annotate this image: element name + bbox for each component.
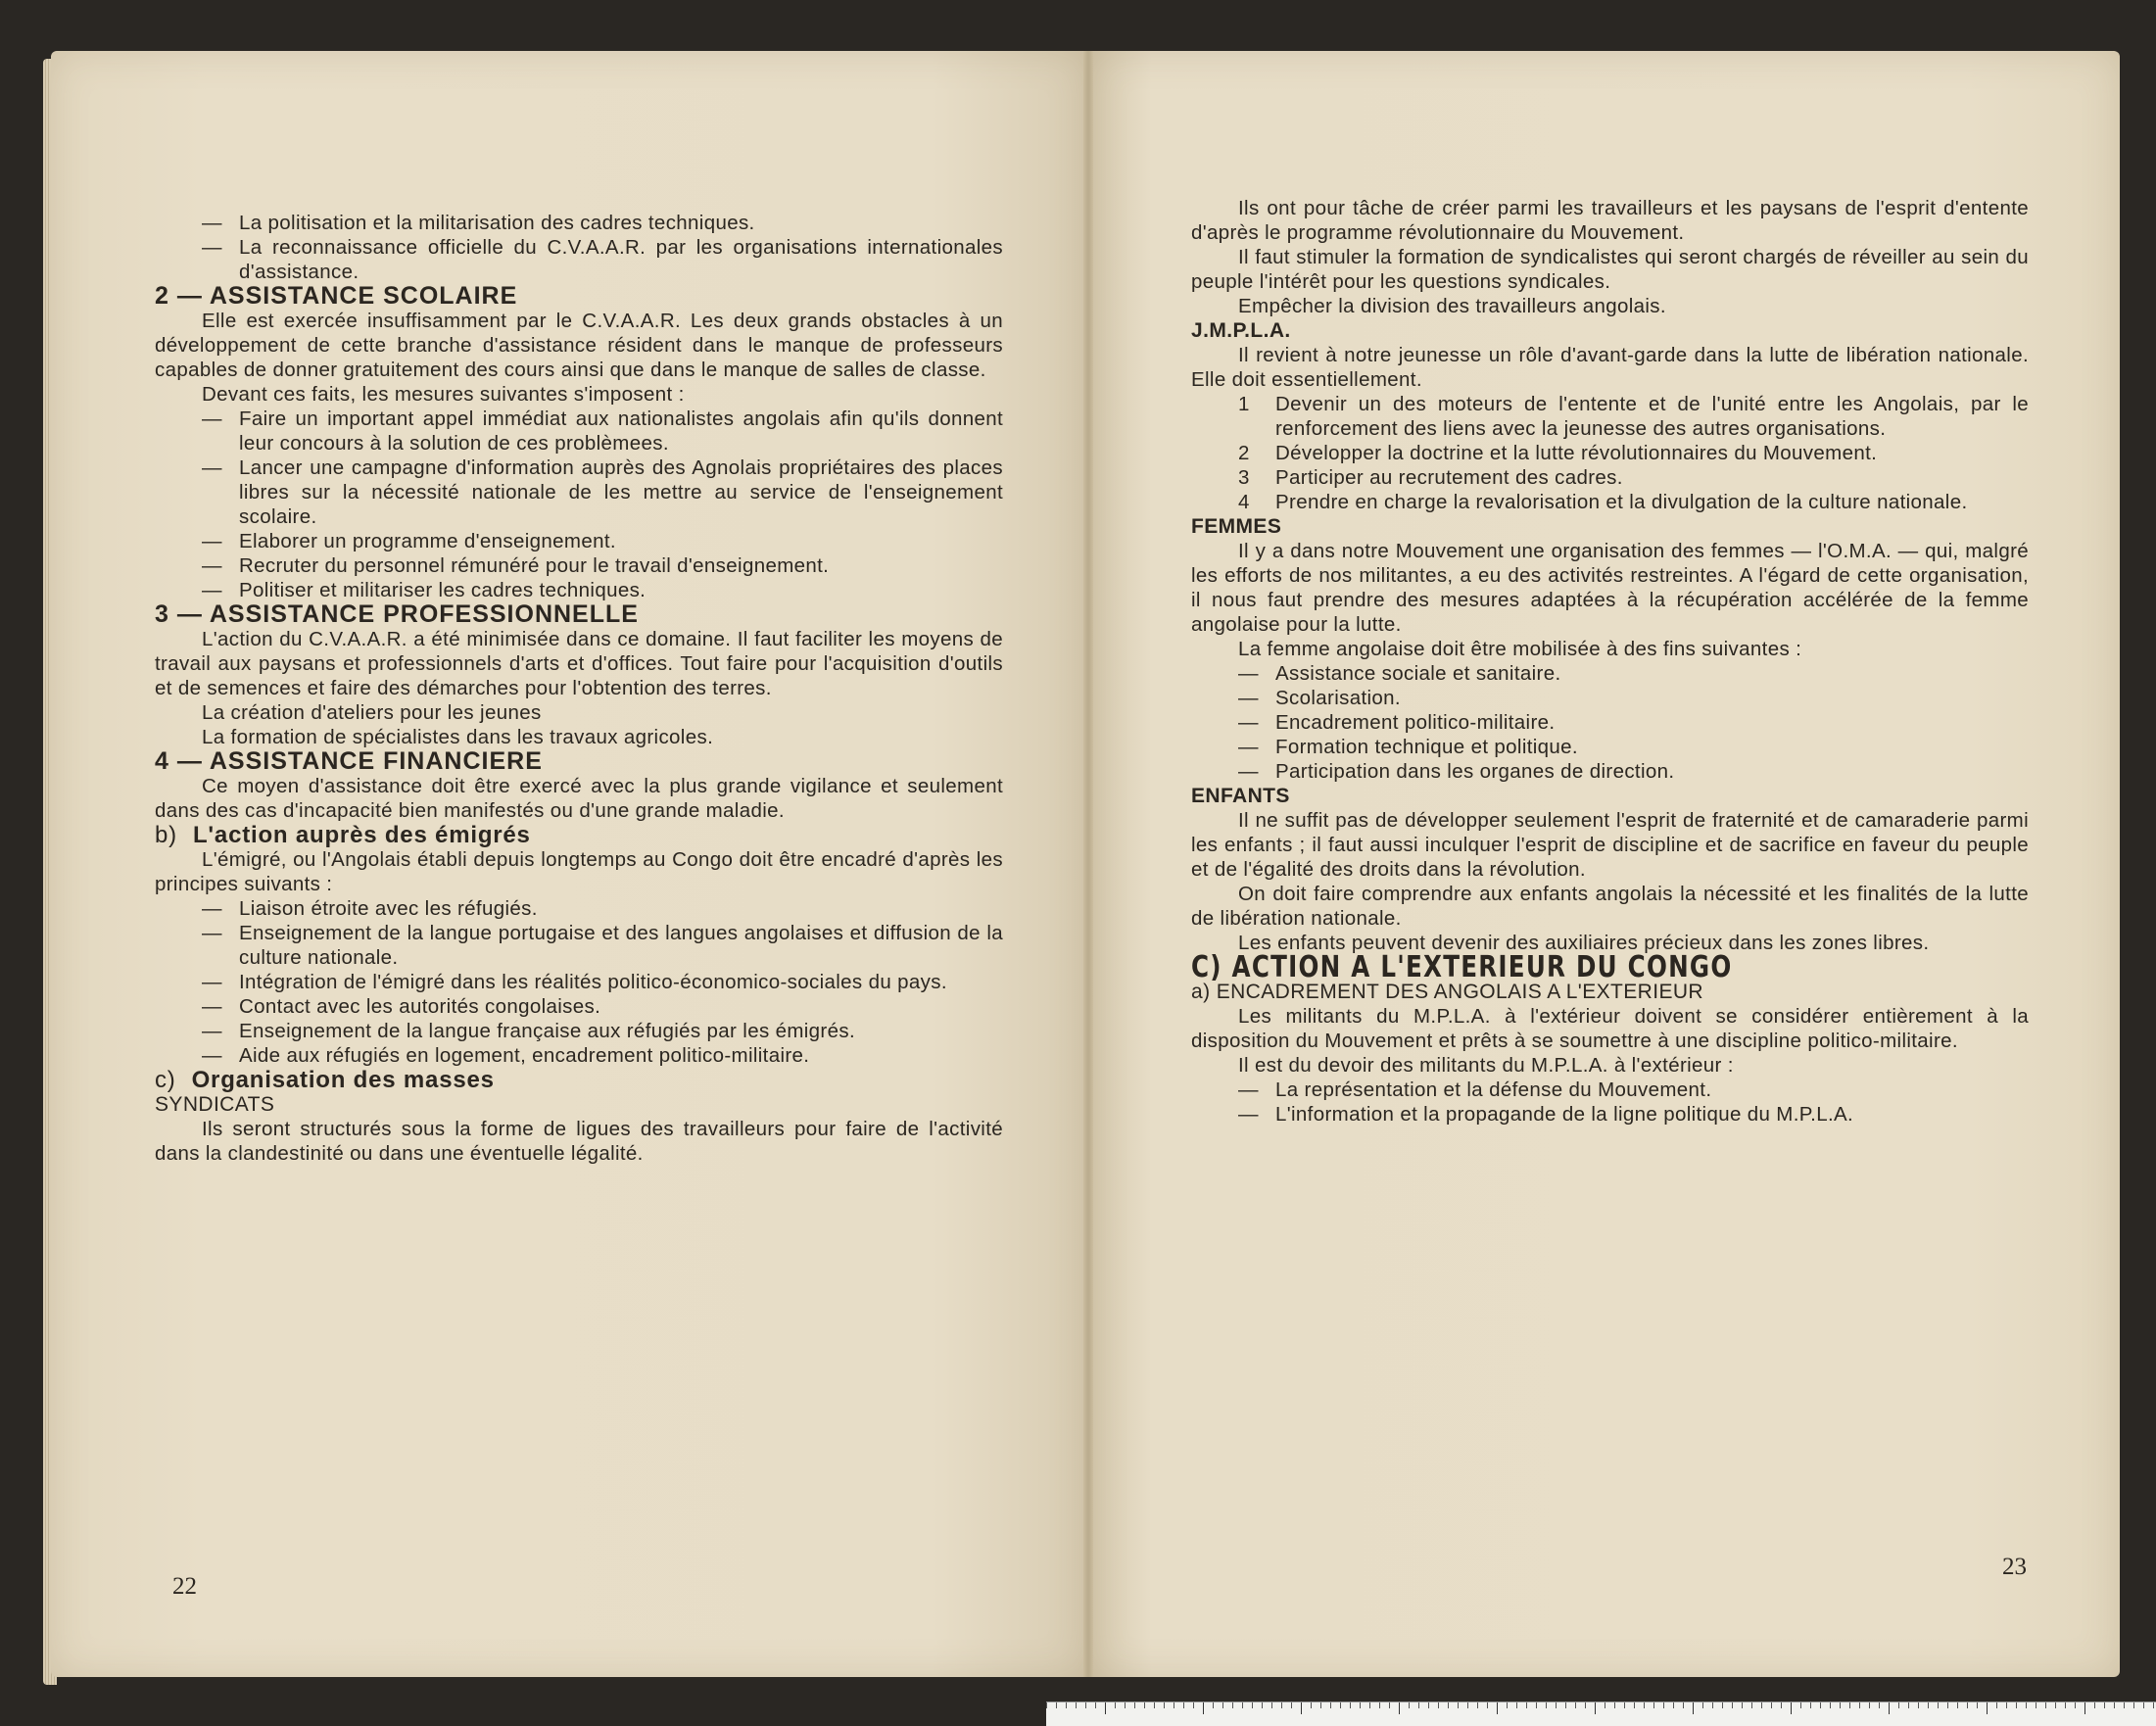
list-item-text: Prendre en charge la revalorisation et la divulgation de la culture nationale. [1275, 491, 1968, 513]
paragraph: La formation de spécialistes dans les travaux agricoles. [202, 726, 714, 748]
item-number: 2 [1238, 442, 1250, 464]
list-item-text: Devenir un des moteurs de l'entente et de l'unité entre les Angolais, par le renforcement des liens avec la jeunesse des autres organisations. [1275, 393, 2029, 440]
paragraph: Elle est exercée insuffisamment par le C.V.A.A.R. Les deux grands obstacles à un développement de cette branche d'assistance résident dans le manque de professeurs capables de donner gratuitement des cours ainsi que dans le manque de salles de classe. [155, 310, 1003, 381]
paragraph: La création d'ateliers pour les jeunes [202, 701, 542, 724]
list-item-text: Développer la doctrine et la lutte révolutionnaires du Mouvement. [1275, 442, 1878, 464]
list-item-text: Contact avec les autorités congolaises. [239, 995, 601, 1018]
subsection-title: Organisation des masses [191, 1067, 495, 1093]
list-item-text: Intégration de l'émigré dans les réalités politico-économico-sociales du pays. [239, 971, 947, 993]
list-item-text: Formation technique et politique. [1275, 736, 1578, 758]
section-heading: J.M.P.L.A. [1191, 319, 1291, 342]
list-item [202, 994, 1003, 1019]
dash: — [202, 212, 222, 234]
dash: — [1238, 711, 1259, 734]
list-item-text: La politisation et la militarisation des cadres techniques. [239, 212, 755, 234]
paragraph: Il y a dans notre Mouvement une organisation des femmes — l'O.M.A. — qui, malgré les efforts de nos militantes, a eu des activités restreintes. A l'égard de cette organisation, il nous faut prendre des mesures adaptées à la récupération accélérée de la femme angolaise pour la lutte. [1191, 540, 2029, 636]
dash: — [202, 995, 222, 1018]
list-item-text: L'information et la propagande de la ligne politique du M.P.L.A. [1275, 1103, 1854, 1126]
section-heading: 2 — ASSISTANCE SCOLAIRE [155, 282, 518, 310]
list-item [202, 553, 1003, 578]
page-number: 23 [2002, 1554, 2027, 1580]
dash: — [202, 1044, 222, 1067]
list-item-text: Participer au recrutement des cadres. [1275, 466, 1623, 489]
dash: — [1238, 1103, 1259, 1126]
list-item-text: Recruter du personnel rémunéré pour le travail d'enseignement. [239, 554, 830, 577]
list-item-text: Assistance sociale et sanitaire. [1275, 662, 1561, 685]
list-item [202, 921, 1003, 970]
ruler-tick [1203, 1702, 1204, 1714]
ruler-tick [1399, 1702, 1400, 1714]
numbered-item [1238, 441, 2029, 465]
dash: — [202, 579, 222, 601]
numbered-item [1238, 490, 2029, 514]
list-item [1238, 1078, 2029, 1102]
list-item [1238, 759, 2029, 784]
paragraph: Il faut stimuler la formation de syndicalistes qui seront chargés de réveiller au sein du peuple l'intérêt pour les questions syndicales. [1191, 246, 2029, 293]
dash: — [202, 922, 222, 944]
paragraph: Il est du devoir des militants du M.P.L.A. à l'extérieur : [1238, 1054, 1734, 1077]
dash: — [202, 971, 222, 993]
dash: — [1238, 687, 1259, 709]
item-number: 1 [1238, 393, 1250, 415]
list-item [202, 578, 1003, 602]
chapter-heading: C) ACTION A L'EXTERIEUR DU CONGO [1191, 950, 1733, 984]
dash: — [202, 408, 222, 430]
dash: — [1238, 736, 1259, 758]
ruler-tick [1105, 1702, 1106, 1714]
dash: — [202, 554, 222, 577]
list-item-text: Politiser et militariser les cadres techniques. [239, 579, 647, 601]
paragraph: L'action du C.V.A.A.R. a été minimisée dans ce domaine. Il faut faciliter les moyens de travail aux paysans et professionnels d'arts et d'offices. Tout faire pour l'acquisition d'outils et de semences et faire des démarches pour l'obtention des terres. [155, 628, 1003, 699]
list-item-text: Enseignement de la langue française aux réfugiés par les émigrés. [239, 1020, 855, 1042]
list-item-text: Enseignement de la langue portugaise et des langues angolaises et diffusion de la culture nationale. [239, 922, 1003, 969]
ruler-tick [1693, 1702, 1694, 1714]
dash: — [202, 236, 222, 259]
dash: — [202, 530, 222, 552]
subsection-title: L'action auprès des émigrés [192, 822, 531, 848]
numbered-item [1238, 392, 2029, 441]
ruler-tick [1889, 1702, 1890, 1714]
ruler-tick [1497, 1702, 1498, 1714]
list-item [202, 407, 1003, 455]
subheading: SYNDICATS [155, 1093, 275, 1116]
paragraph: Il revient à notre jeunesse un rôle d'avant-garde dans la lutte de libération nationale. Elle doit essentiellement. [1191, 344, 2029, 391]
right-page-content [1191, 196, 2029, 1127]
dash: — [1238, 760, 1259, 783]
ruler-tick [2084, 1702, 2085, 1714]
ruler-tick [1595, 1702, 1596, 1714]
list-item [1238, 661, 2029, 686]
paragraph: L'émigré, ou l'Angolais établi depuis longtemps au Congo doit être encadré d'après les principes suivants : [155, 848, 1003, 895]
list-item [202, 896, 1003, 921]
list-item-text: Faire un important appel immédiat aux nationalistes angolais afin qu'ils donnent leur concours à la solution de ces problèmees. [239, 408, 1003, 455]
list-item-text: Elaborer un programme d'enseignement. [239, 530, 616, 552]
item-number: 3 [1238, 466, 1250, 489]
paragraph: On doit faire comprendre aux enfants angolais la nécessité et les finalités de la lutte de libération nationale. [1191, 883, 2029, 930]
subsection-heading [155, 823, 1003, 847]
page-number: 22 [172, 1573, 197, 1600]
paragraph: La femme angolaise doit être mobilisée à des fins suivantes : [1238, 638, 1802, 660]
list-item [1238, 686, 2029, 710]
left-page-content [155, 211, 1003, 1166]
subsection-label: c) [155, 1067, 176, 1093]
list-item-text: Lancer une campagne d'information auprès des Agnolais propriétaires des places libres sur la nécessité nationale de les mettre au service de l'enseignement scolaire. [239, 456, 1003, 528]
paragraph: Ce moyen d'assistance doit être exercé avec la plus grande vigilance et seulement dans des cas d'incapacité bien manifestés ou d'une grande maladie. [155, 775, 1003, 822]
ruler-tick [1791, 1702, 1792, 1714]
subheading: a) ENCADREMENT DES ANGOLAIS A L'EXTERIEUR [1191, 981, 1703, 1003]
paragraph: Devant ces faits, les mesures suivantes s'imposent : [202, 383, 685, 406]
subsection-label: b) [155, 822, 177, 848]
dash: — [1238, 1079, 1259, 1101]
list-item-text: Scolarisation. [1275, 687, 1401, 709]
list-item [202, 970, 1003, 994]
dash: — [202, 456, 222, 479]
list-item-text: Liaison étroite avec les réfugiés. [239, 897, 538, 920]
list-item-text: La représentation et la défense du Mouvement. [1275, 1079, 1712, 1101]
dash: — [202, 1020, 222, 1042]
list-item [1238, 710, 2029, 735]
list-item [202, 1043, 1003, 1068]
list-item [202, 529, 1003, 553]
list-item [202, 455, 1003, 529]
list-item [1238, 735, 2029, 759]
paragraph: Il ne suffit pas de développer seulement l'esprit de fraternité et de camaraderie parmi les enfants ; il faut aussi inculquer l'esprit de discipline et de sacrifice en faveur du peuple et de l'égalité des droits dans la révolution. [1191, 809, 2029, 881]
dash: — [202, 897, 222, 920]
list-item-text: Encadrement politico-militaire. [1275, 711, 1556, 734]
scale-ruler [1046, 1702, 2156, 1726]
ruler-tick [1301, 1702, 1302, 1714]
paragraph: Empêcher la division des travailleurs angolais. [1238, 295, 1666, 317]
section-heading: 4 — ASSISTANCE FINANCIERE [155, 747, 543, 775]
numbered-item [1238, 465, 2029, 490]
list-item-text: Participation dans les organes de direction. [1275, 760, 1675, 783]
book-gutter [1083, 51, 1093, 1677]
paragraph: Les militants du M.P.L.A. à l'extérieur doivent se considérer entièrement à la disposition du Mouvement et prêts à se soumettre à une discipline politico-militaire. [1191, 1005, 2029, 1052]
list-item-text: La reconnaissance officielle du C.V.A.A.R. par les organisations internationales d'assistance. [239, 236, 1003, 283]
ruler-tick [1987, 1702, 1988, 1714]
section-heading: ENFANTS [1191, 785, 1290, 807]
list-item [202, 235, 1003, 284]
paragraph: Ils seront structurés sous la forme de ligues des travailleurs pour faire de l'activité dans la clandestinité ou dans une éventuelle légalité. [155, 1118, 1003, 1165]
section-heading: 3 — ASSISTANCE PROFESSIONNELLE [155, 600, 639, 628]
list-item-text: Aide aux réfugiés en logement, encadrement politico-militaire. [239, 1044, 810, 1067]
list-item [202, 211, 1003, 235]
list-item [1238, 1102, 2029, 1127]
paragraph: Les enfants peuvent devenir des auxiliaires précieux dans les zones libres. [1238, 932, 1930, 954]
section-heading: FEMMES [1191, 515, 1282, 538]
dash: — [1238, 662, 1259, 685]
subsection-heading [155, 1068, 1003, 1092]
list-item [202, 1019, 1003, 1043]
paragraph: Ils ont pour tâche de créer parmi les travailleurs et les paysans de l'esprit d'entente d'après le programme révolutionnaire du Mouvement. [1191, 197, 2029, 244]
item-number: 4 [1238, 491, 1250, 513]
